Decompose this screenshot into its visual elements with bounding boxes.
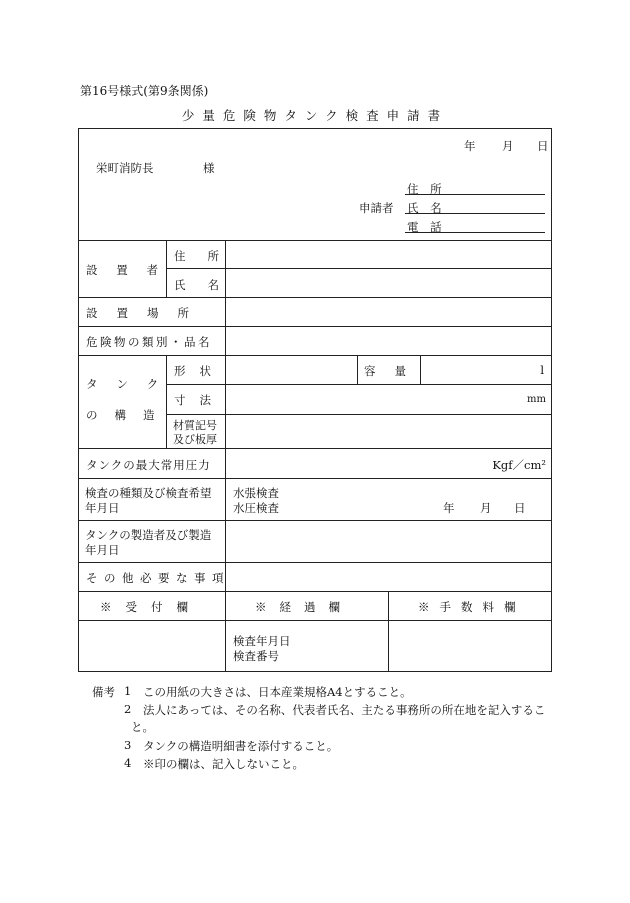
- dimensions-label: 寸法: [174, 393, 225, 407]
- installer-address-label: 住 所: [174, 249, 219, 263]
- max-pressure-label: タンクの最大常用圧力: [86, 458, 211, 472]
- inspection-label-2: 年月日: [85, 501, 120, 515]
- capacity-unit: l: [540, 363, 544, 377]
- date-day-label: 日: [537, 139, 549, 153]
- other-matters-field[interactable]: [229, 564, 549, 588]
- note-4-text: ※印の欄は、記入しないこと。: [143, 757, 304, 771]
- fee-column-label: ※手数料欄: [418, 600, 526, 614]
- form-title: 少量危険物タンク検査申請書: [181, 108, 449, 123]
- shape-field[interactable]: [229, 357, 353, 381]
- hazmat-field[interactable]: [229, 328, 549, 352]
- inspection-day-label: 日: [514, 501, 526, 515]
- inspection-type-water-pressure: 水圧検査: [233, 501, 279, 515]
- location-field[interactable]: [229, 299, 549, 323]
- installer-name-field[interactable]: [229, 270, 549, 294]
- shape-label: 形状: [174, 364, 225, 378]
- note-3-number: 3: [124, 738, 132, 752]
- addressee: 栄町消防長: [96, 161, 154, 175]
- other-matters-label: その他必要な事項: [86, 571, 230, 585]
- capacity-label: 容量: [364, 364, 425, 378]
- installer-label: 設 置 者: [86, 263, 158, 277]
- location-label: 設置場所: [86, 306, 208, 320]
- installer-address-field[interactable]: [229, 242, 549, 266]
- note-4-number: 4: [124, 756, 132, 770]
- material-field[interactable]: [229, 416, 549, 445]
- reception-column-label: ※受付欄: [100, 600, 202, 614]
- notes-heading: 備考: [92, 685, 115, 699]
- note-1-number: 1: [124, 684, 132, 698]
- progress-column-label: ※経過欄: [255, 600, 353, 614]
- installer-name-label: 氏 名: [174, 278, 219, 292]
- note-2-text: 法人にあっては、その名称、代表者氏名、主たる事務所の所在地を記入するこ: [143, 703, 546, 717]
- dimensions-unit: mm: [527, 394, 546, 405]
- tank-structure-label-top: タンク: [86, 377, 178, 391]
- note-2-number: 2: [124, 702, 132, 716]
- honorific: 様: [203, 161, 215, 175]
- inspection-label-1: 検査の種類及び検査希望: [85, 486, 212, 500]
- material-label-2: 及び板厚: [173, 433, 217, 446]
- note-1-text: この用紙の大きさは、日本産業規格A4とすること。: [143, 685, 412, 699]
- applicant-phone-line[interactable]: [405, 232, 545, 233]
- material-label-1: 材質記号: [173, 419, 217, 432]
- date-month-label: 月: [502, 139, 514, 153]
- applicant-name-line[interactable]: [405, 213, 545, 214]
- max-pressure-unit: Kgf／cm²: [492, 458, 546, 472]
- applicant-address-line[interactable]: [405, 194, 545, 195]
- applicant-label: 申請者: [359, 201, 394, 215]
- tank-structure-label-bottom: の構造: [86, 408, 172, 422]
- inspection-year-label: 年: [443, 501, 455, 515]
- inspection-date-label: 検査年月日: [233, 634, 291, 648]
- inspection-month-label: 月: [480, 501, 492, 515]
- hazmat-label: 危険物の類別・品名: [86, 335, 212, 349]
- form-number: 第16号様式(第9条関係): [80, 84, 209, 98]
- applicant-phone-label: 電 話: [407, 220, 446, 234]
- inspection-number-label: 検査番号: [233, 649, 279, 663]
- manufacturer-field[interactable]: [229, 522, 549, 559]
- note-2-continuation: と。: [131, 720, 154, 734]
- applicant-name-label: 氏 名: [407, 201, 446, 215]
- date-year-label: 年: [464, 139, 476, 153]
- manufacturer-label-1: タンクの製造者及び製造: [85, 528, 212, 542]
- inspection-type-water-fill: 水張検査: [233, 486, 279, 500]
- note-3-text: タンクの構造明細書を添付すること。: [143, 739, 339, 753]
- manufacturer-label-2: 年月日: [85, 543, 120, 557]
- applicant-address-label: 住 所: [407, 182, 446, 196]
